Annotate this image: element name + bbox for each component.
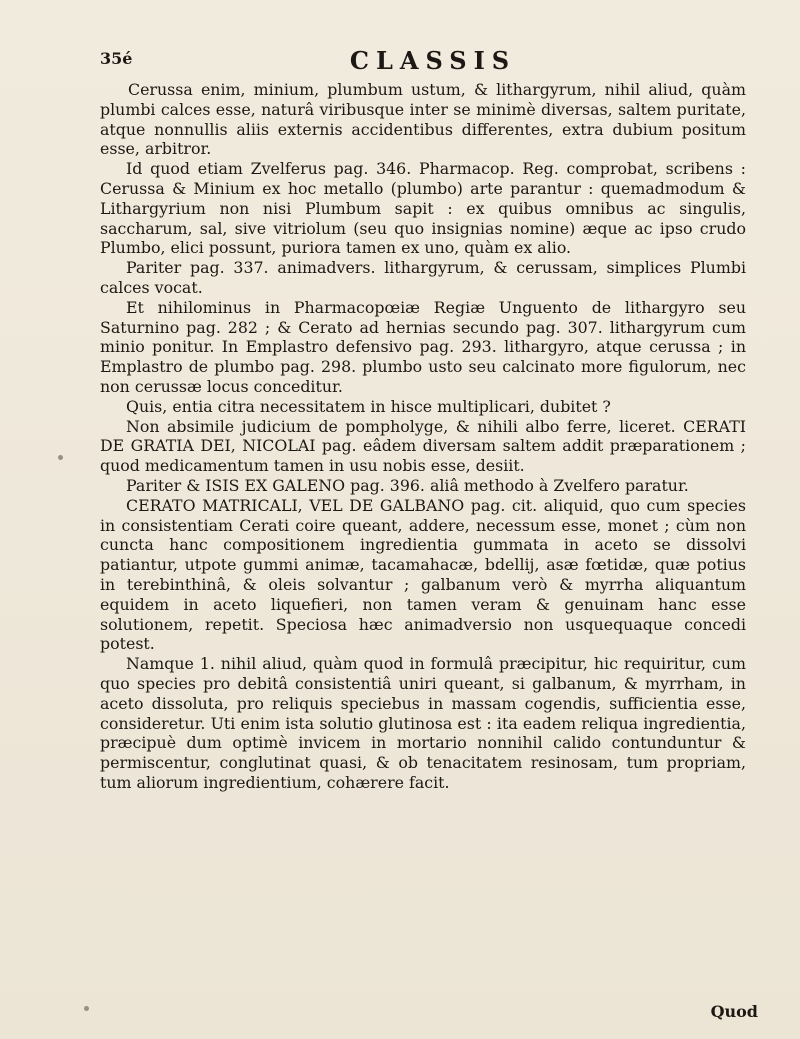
paragraph: Pariter pag. 337. animadvers. lithargyrum, & cerussam, simplices Plumbi calces vocat.	[100, 258, 746, 297]
running-title: CLASSIS	[349, 46, 517, 75]
page-header	[100, 46, 746, 80]
text-body	[100, 80, 746, 793]
catchword: Quod	[710, 1002, 758, 1021]
paragraph: Namque 1. nihil aliud, quàm quod in formulâ præcipitur, hic requiritur, cum quo species pro debitâ consistentiâ uniri queant, si galbanum, & myrrham, in aceto dissoluta, pro reliquis speciebus in massam cogendis, sufficientia esse, consideretur. Uti enim ista solutio glutinosa est : ita eadem reliqua ingredientia, præcipuè dum optimè invicem in mortario nonnihil calido contunduntur & permiscentur, conglutinat quasi, & ob tenacitatem resinosam, tum propriam, tum aliorum ingredientium, cohærere facit.	[100, 654, 746, 792]
paragraph: Et nihilominus in Pharmacopœiæ Regiæ Unguento de lithargyro seu Saturnino pag. 282 ; & Cerato ad hernias secundo pag. 307. lithargyrum cum minio ponitur. In Emplastro defensivo pag. 293. lithargyro, atque cerussa ; in Emplastro de plumbo pag. 298. plumbo usto seu calcinato more figulorum, nec non cerussæ locus conceditur.	[100, 297, 746, 396]
paragraph: Non absimile judicium de pompholyge, & nihili albo ferre, liceret. CERATI DE GRATIA DEI, NICOLAI pag. eâdem diversam saltem addit præparationem ; quod medicamentum tamen in usu nobis esse, desiit.	[100, 416, 746, 476]
paragraph: Quis, entia citra necessitatem in hisce multiplicari, dubitet ?	[126, 396, 611, 416]
paragraph: CERATO MATRICALI, VEL DE GALBANO pag. cit. aliquid, quo cum species in consistentiam Cerati coire queant, addere, necessum esse, monet ; cùm non cuncta hanc compositionem ingredientia gummata in aceto se dissolvi patiantur, utpote gummi animæ, tacamahacæ, bdellij, asæ fœtidæ, quæ potius in terebinthinâ, & oleis solvantur ; galbanum verò & myrrha aliquantum equidem in aceto liquefieri, non tamen veram & genuinam hanc esse solutionem, repetit. Speciosa hæc animadversio non usquequaque concedi potest.	[100, 495, 746, 654]
page-number: 35é	[100, 49, 133, 68]
paragraph: Id quod etiam Zvelferus pag. 346. Pharmacop. Reg. comprobat, scribens : Cerussa & Minium ex hoc metallo (plumbo) arte parantur : quemadmodum & Lithargyrium non nisi Plumbum sapit : ex quibus omnibus ac singulis, saccharum, sal, sive vitriolum (seu quo insignias nomine) æque ac ipso crudo Plumbo, elici possunt, puriora tamen ex uno, quàm ex alio.	[100, 159, 746, 258]
ink-spot	[84, 1006, 89, 1011]
paragraph: Pariter & ISIS EX GALENO pag. 396. aliâ methodo à Zvelfero paratur.	[126, 475, 689, 495]
paragraph: Cerussa enim, minium, plumbum ustum, & lithargyrum, nihil aliud, quàm plumbi calces esse, naturâ viribusque inter se minimè diversas, saltem puritate, atque nonnullis aliis externis accidentibus differentes, extra dubium positum esse, arbitror.	[100, 80, 746, 159]
ink-spot	[58, 455, 63, 460]
